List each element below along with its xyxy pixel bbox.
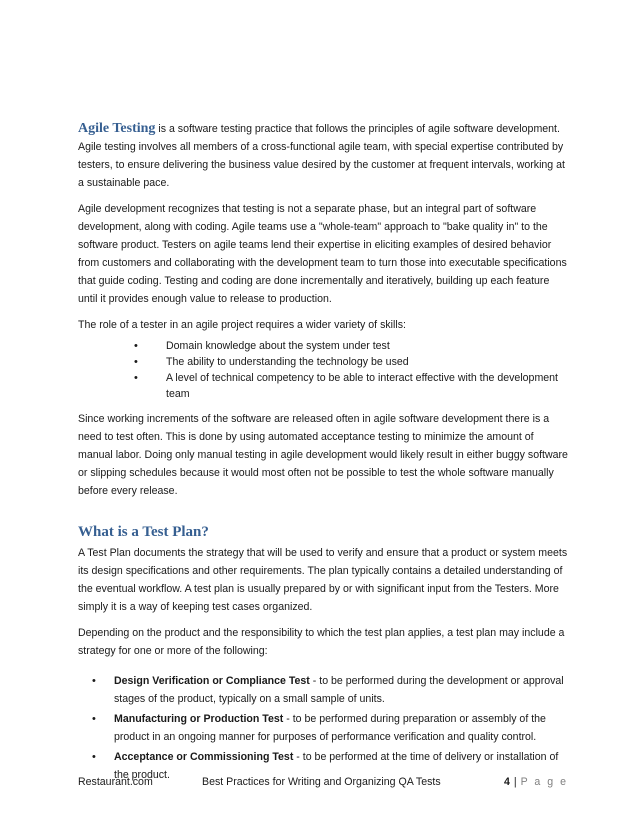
list-item: • Acceptance or Commissioning Test - to be performed at the time of delivery or installation of the product. (78, 748, 568, 784)
test-type-term: Manufacturing or Production Test (114, 713, 284, 725)
bullet-icon: • (92, 751, 96, 763)
bullet-icon: • (92, 675, 96, 687)
document-page (78, 120, 568, 786)
footer-separator: | (513, 776, 517, 788)
test-type-term: Design Verification or Compliance Test (114, 675, 310, 687)
page-number: 4 (503, 776, 510, 788)
tester-role-paragraph: The role of a tester in an agile project requires a wider variety of skills: (78, 319, 406, 331)
test-plan-heading: What is a Test Plan? (78, 524, 209, 540)
working-increments-paragraph: Since working increments of the software are released often in agile software development there is a need to test often. This is done by using automated acceptance testing to minimize the amount of manual labor. Doing only manual testing in agile development would likely result in either buggy software or slipping schedules because it would most often not be possible to test the whole software manually before every release. (78, 413, 568, 497)
list-item: • A level of technical competency to be able to interact effective with the development team (134, 372, 559, 400)
list-item: • The ability to understanding the technology be used (134, 356, 409, 368)
test-plan-scope-paragraph: Depending on the product and the responsibility to which the test plan applies, a test plan may include a strategy for one or more of the following: (78, 627, 565, 657)
footer-document-title: Best Practices for Writing and Organizing QA Tests (202, 776, 441, 788)
agile-intro-paragraph (78, 120, 568, 192)
test-type-term: Acceptance or Commissioning Test (114, 751, 294, 763)
agile-development-paragraph: Agile development recognizes that testing is not a separate phase, but an integral part of software development, along with coding. Agile teams use a "whole-team" approach to "bake quality in" to the software product. Testers on agile teams lend their expertise in eliciting examples of desired behavior from customers and collaborating with the development team to turn those into executable specifications that guide coding. Testing and coding are done incrementally and iteratively, building up each feature until it provides enough value to release to production. (78, 203, 567, 305)
bullet-icon: • (134, 372, 138, 384)
page-footer (78, 774, 568, 790)
test-types-list (78, 672, 568, 784)
list-item: • Manufacturing or Production Test - to be performed during preparation or assembly of the product in an ongoing manner for purposes of performance verification and quality control. (78, 710, 568, 746)
test-plan-paragraph: A Test Plan documents the strategy that will be used to verify and ensure that a product or system meets its design specifications and other requirements. The plan typically contains a detailed understanding of the eventual workflow. A test plan is usually prepared by or with significant input from the Testers. More simply it is a way of keeping test cases organized. (78, 547, 568, 613)
list-item: • Design Verification or Compliance Test - to be performed during the development or approval stages of the product, typically on a small sample of units. (78, 672, 568, 708)
footer-company: Restaurant.com (78, 776, 153, 788)
footer-page-indicator (504, 774, 568, 790)
list-item: • Domain knowledge about the system under test (134, 340, 390, 352)
bullet-icon: • (134, 356, 138, 368)
agile-intro-text: is a software testing practice that follows the principles of agile software development. Agile testing involves all members of a cross-functional agile team, with special expertise contributed by testers, to ensure delivering the business value desired by the customer at frequent intervals, working at a sustainable pace. (78, 123, 565, 189)
bullet-icon: • (134, 340, 138, 352)
skills-list (78, 338, 568, 402)
bullet-icon: • (92, 713, 96, 725)
page-label: P a g e (520, 776, 568, 788)
agile-testing-term: Agile Testing (78, 121, 156, 136)
